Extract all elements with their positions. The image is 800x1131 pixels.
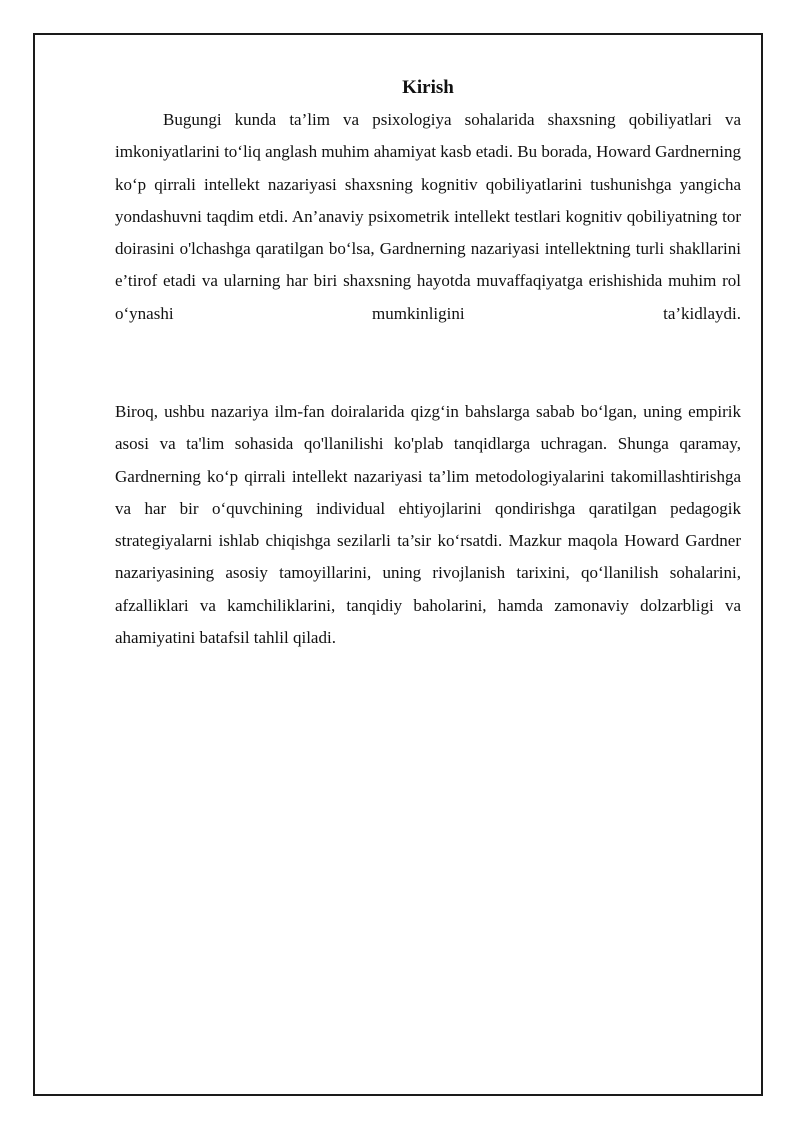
page-title: Kirish	[402, 77, 454, 98]
paragraph-body: Biroq, ushbu nazariya ilm-fan doiralarida qizg‘in bahslarga sabab bo‘lgan, uning empirik asosi va ta'lim sohasida qo'llanilishi ko'plab tanqidlarga uchragan. Shunga qaramay, Gardnerning ko‘p qirrali intellekt nazariyasi ta’lim metodologiyalarini takomillashtirishga va har bir o‘quvchining individual ehtiyojlarini qondirishga qaratilgan pedagogik strategiyalarni ishlab chiqishga sezilarli ta’sir ko‘rsatdi. Mazkur maqola Howard Gardner nazariyasining asosiy tamoyillarini, uning rivojlanish tarixini, qo‘llanilish sohalarini, afzalliklari va kamchiliklarini, tanqidiy baholarini, hamda zamonaviy dolzarbligi va ahamiyatini batafsil tahlil qiladi.	[115, 402, 741, 648]
paragraph-intro: Bugungi kunda ta’lim va psixologiya sohalarida shaxsning qobiliyatlari va imkoniyatlarini to‘liq anglash muhim ahamiyat kasb etadi. Bu borada, Howard Gardnerning ko‘p qirrali intellekt nazariyasi shaxsning kognitiv qobiliyatlarini tushunishga yangicha yondashuvni taqdim etdi. An’anaviy psixometrik intellekt testlari kognitiv qobiliyatning tor doirasini o'lchashga qaratilgan bo‘lsa, Gardnerning nazariyasi intellektning turli shakllarini e’tirof etadi va ularning har biri shaxsning hayotda muvaffaqiyatga erishishida muhim rol o‘ynashi mumkinligini ta’kidlaydi.	[115, 110, 742, 323]
